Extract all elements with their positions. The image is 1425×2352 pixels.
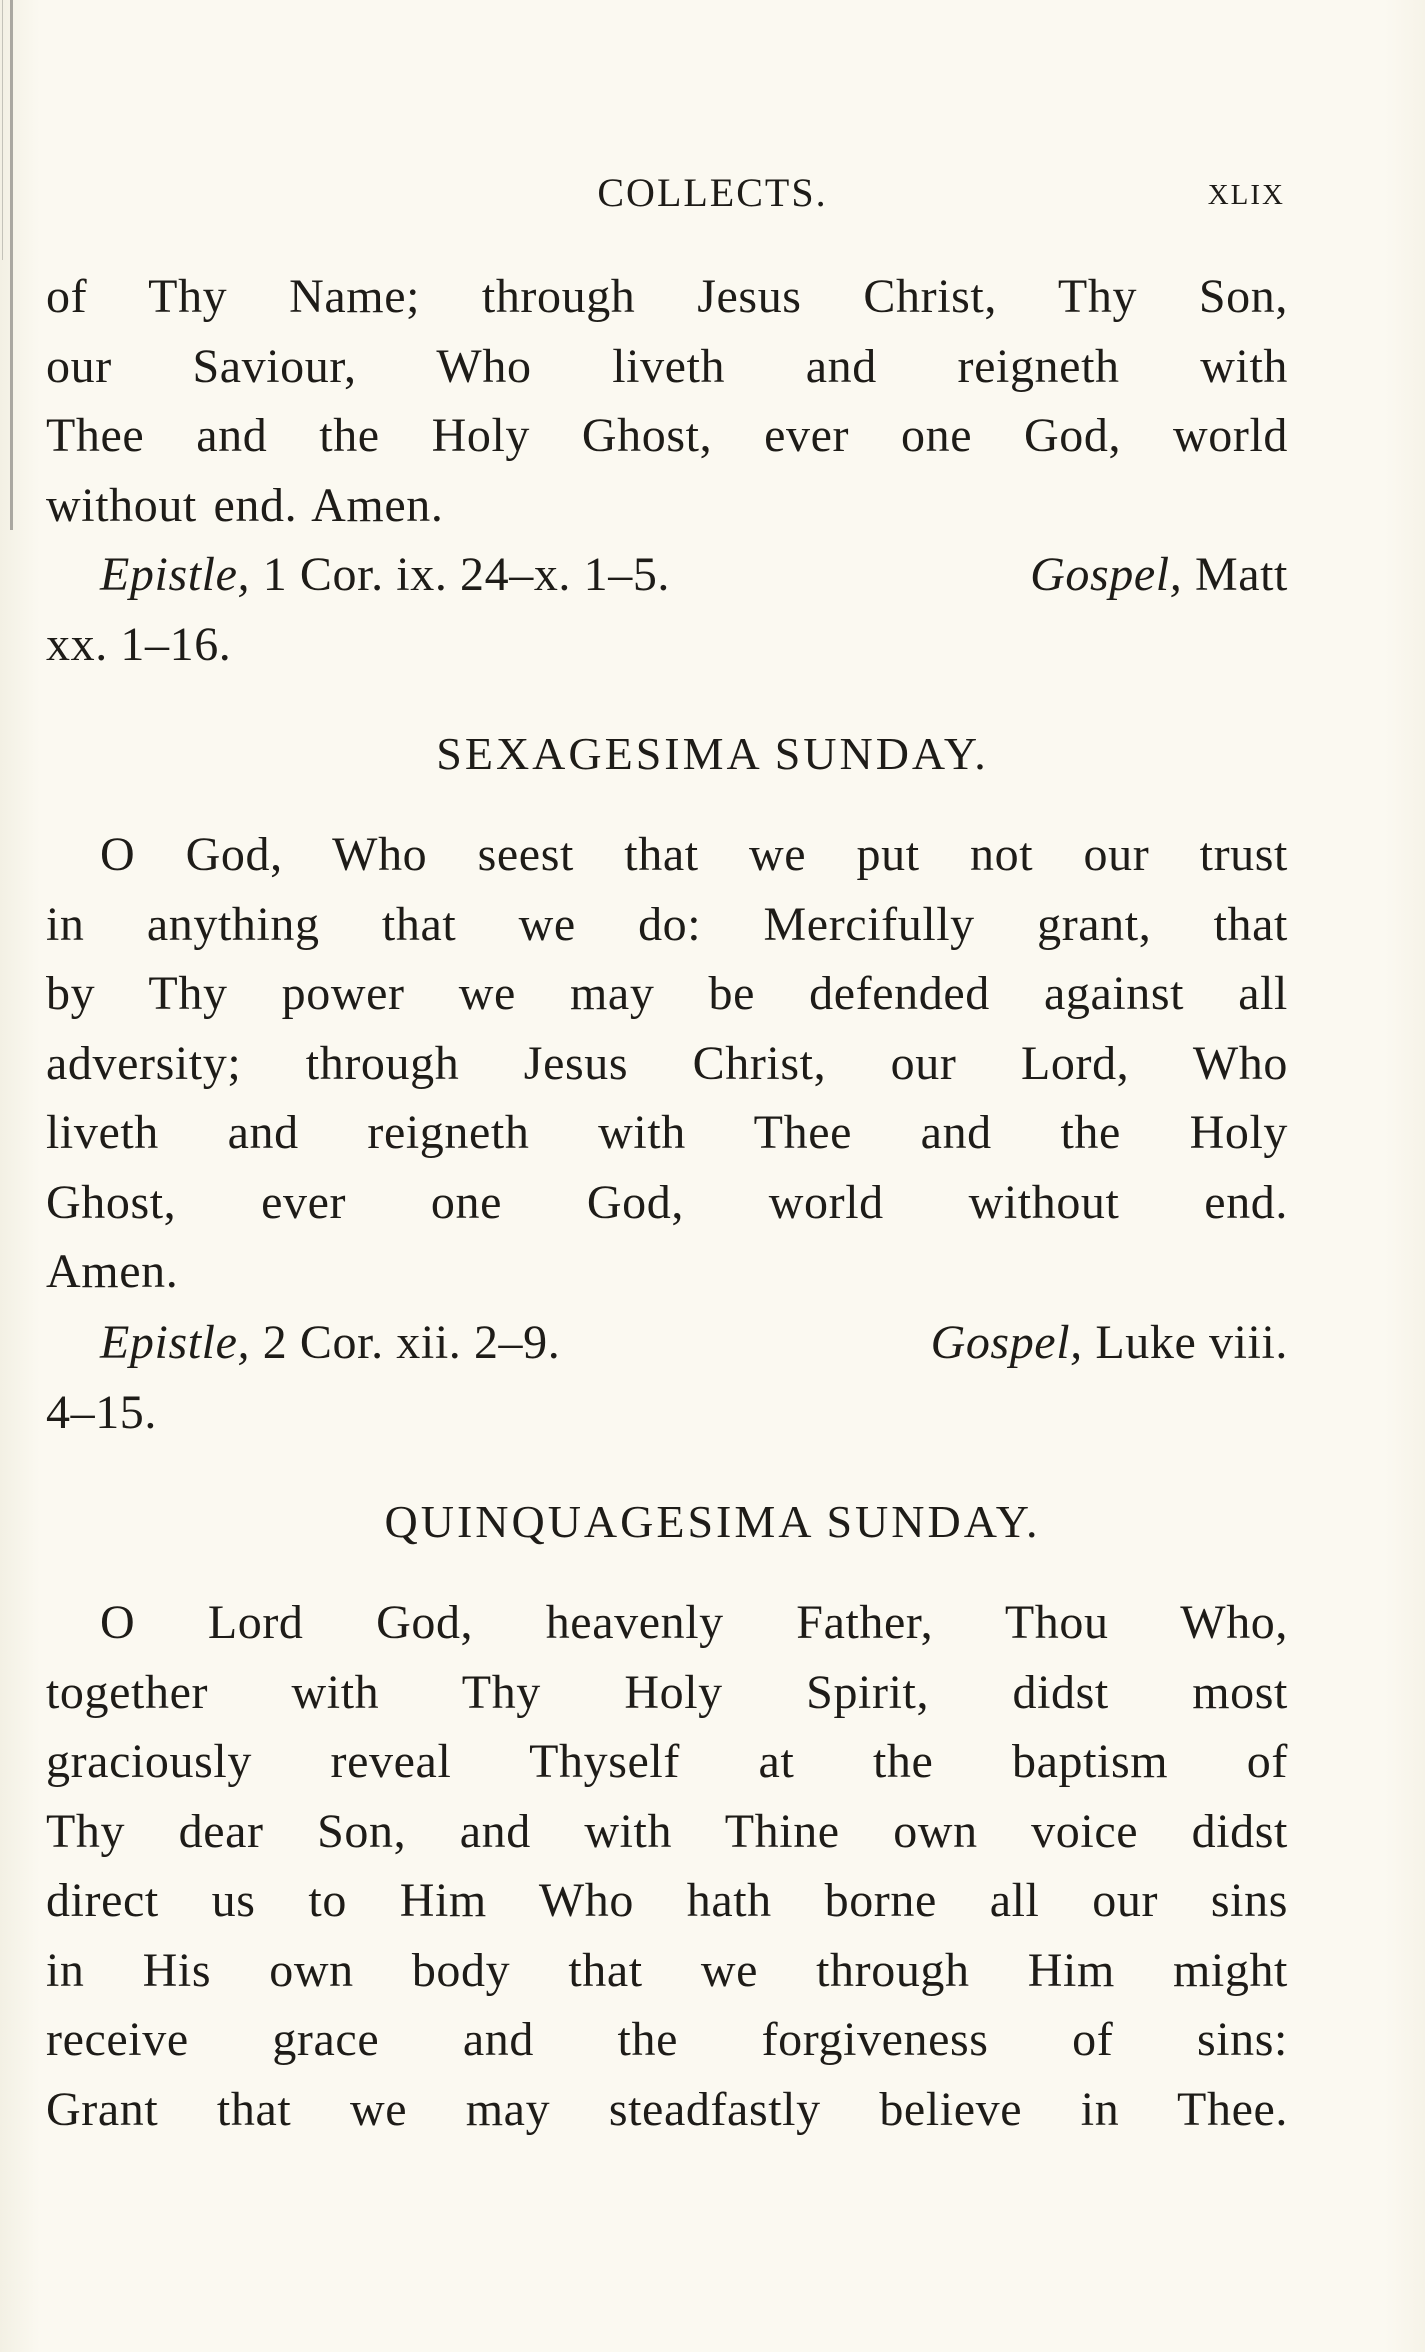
- binding-edge-line: [10, 0, 13, 530]
- gospel-label: Gospel,: [930, 1316, 1083, 1369]
- binding-edge-line-faint: [2, 0, 3, 260]
- text-line: liveth and reigneth with Thee and the Holy: [46, 1106, 1288, 1159]
- reference-continuation: xx. 1–16.: [46, 617, 232, 671]
- heading-sexagesima-sunday: SEXAGESIMA SUNDAY.: [436, 728, 989, 779]
- collect-continuation: [46, 262, 1288, 540]
- text-line: in anything that we do: Mercifully grant, that: [46, 897, 1288, 951]
- text-line: Thee and the Holy Ghost, ever one God, world: [46, 409, 1288, 462]
- text-line: of Thy Name; through Jesus Christ, Thy Son,: [46, 270, 1288, 323]
- text-line: O God, Who seest that we put not our trust: [100, 828, 1288, 881]
- page-number: XLIX: [1207, 179, 1285, 211]
- text-line: Grant that we may steadfastly believe in Thee.: [46, 2082, 1288, 2136]
- gospel-label: Gospel,: [1030, 548, 1183, 601]
- text-line: without end. Amen.: [46, 478, 444, 532]
- text-line: in His own body that we through Him might: [46, 1943, 1288, 1997]
- gospel-reference: Luke viii.: [1095, 1316, 1288, 1369]
- text-line: together with Thy Holy Spirit, didst most: [46, 1665, 1288, 1719]
- epistle-reference: 2 Cor. xii. 2–9.: [262, 1316, 561, 1369]
- collect-sexagesima: [46, 820, 1288, 1307]
- text-line: Thy dear Son, and with Thine own voice didst: [46, 1804, 1288, 1858]
- epistle-label: Epistle,: [100, 1316, 251, 1369]
- epistle-reference: 1 Cor. ix. 24–x. 1–5.: [262, 548, 671, 601]
- scripture-references-1: [46, 540, 1288, 679]
- page-header: [0, 168, 1425, 218]
- running-title: COLLECTS.: [597, 170, 828, 215]
- text-line: by Thy power we may be defended against all: [46, 967, 1288, 1020]
- epistle-label: Epistle,: [100, 548, 251, 601]
- text-line: Amen.: [46, 1245, 179, 1298]
- text-line: graciously reveal Thyself at the baptism of: [46, 1735, 1288, 1788]
- text-line: Ghost, ever one God, world without end.: [46, 1175, 1288, 1229]
- gospel-reference: Matt: [1194, 548, 1288, 601]
- scripture-references-2: [46, 1308, 1288, 1447]
- reference-continuation: 4–15.: [46, 1385, 157, 1439]
- text-line: adversity; through Jesus Christ, our Lord, Who: [46, 1036, 1288, 1090]
- text-line: O Lord God, heavenly Father, Thou Who,: [100, 1596, 1288, 1649]
- text-line: receive grace and the forgiveness of sins:: [46, 2013, 1288, 2066]
- text-line: our Saviour, Who liveth and reigneth with: [46, 339, 1288, 393]
- collect-quinquagesima: [46, 1588, 1288, 2144]
- text-line: direct us to Him Who hath borne all our sins: [46, 1874, 1288, 1927]
- heading-quinquagesima-sunday: QUINQUAGESIMA SUNDAY.: [384, 1496, 1041, 1547]
